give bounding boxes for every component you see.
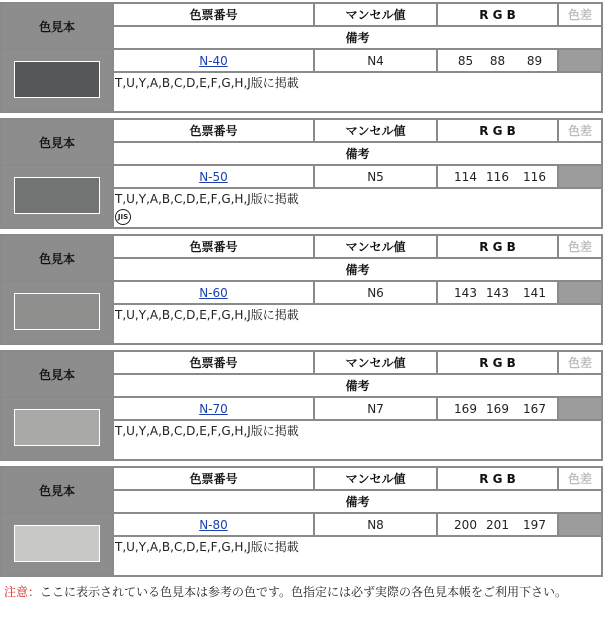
color-code-link[interactable]: N-40 [199,53,228,68]
munsell-header: マンセル値 [315,468,436,489]
color-diff-value [559,398,601,419]
rgb-g: 201 [486,517,509,532]
rgb-value [438,166,557,187]
rgb-g: 116 [486,169,509,184]
color-code-link[interactable]: N-70 [199,401,228,416]
rgb-value [438,514,557,535]
rgb-value [438,282,557,303]
code-cell [114,166,313,187]
code-header: 色票番号 [114,4,313,25]
color-swatch [14,293,100,330]
color-sample-header: 色見本 [2,4,112,48]
code-cell [114,50,313,71]
notice-text: ここに表示されている色見本は参考の色です。色指定には必ず実際の各色見本帳をご利用下さい。 [40,585,568,599]
munsell-value: N6 [315,282,436,303]
swatch-area [2,282,112,343]
remarks-text: T,U,Y,A,B,C,D,E,F,G,H,J版に掲載 [115,424,299,438]
color-swatch [14,525,100,562]
remarks-text: T,U,Y,A,B,C,D,E,F,G,H,J版に掲載 [115,192,299,206]
color-code-link[interactable]: N-80 [199,517,228,532]
rgb-value [438,398,557,419]
color-diff-value [559,50,601,71]
color-entry [0,466,603,577]
swatch-area [2,398,112,459]
swatch-area [2,50,112,111]
color-diff-header: 色差 [559,468,601,489]
color-code-link[interactable]: N-50 [199,169,228,184]
rgb-r: 200 [454,517,477,532]
notice [4,583,601,601]
remarks-header: 備考 [114,375,601,396]
code-cell [114,282,313,303]
rgb-g: 169 [486,401,509,416]
code-header: 色票番号 [114,468,313,489]
rgb-g: 88 [489,53,506,68]
rgb-header: R G B [438,120,557,141]
swatch-area [2,514,112,575]
remarks-header: 備考 [114,143,601,164]
rgb-b: 116 [523,169,546,184]
remarks-text: T,U,Y,A,B,C,D,E,F,G,H,J版に掲載 [115,540,299,554]
color-diff-header: 色差 [559,352,601,373]
rgb-header: R G B [438,468,557,489]
code-header: 色票番号 [114,120,313,141]
code-header: 色票番号 [114,236,313,257]
remarks-text: T,U,Y,A,B,C,D,E,F,G,H,J版に掲載 [115,308,299,322]
color-code-link[interactable]: N-60 [199,285,228,300]
swatch-area [2,166,112,227]
color-sample-header: 色見本 [2,120,112,164]
code-cell [114,398,313,419]
rgb-b: 197 [523,517,546,532]
notice-label: 注意： [4,585,41,599]
color-diff-header: 色差 [559,120,601,141]
munsell-header: マンセル値 [315,352,436,373]
color-sample-header: 色見本 [2,236,112,280]
rgb-header: R G B [438,236,557,257]
rgb-header: R G B [438,4,557,25]
color-entry [0,2,603,113]
remarks-cell [114,305,601,343]
munsell-header: マンセル値 [315,120,436,141]
color-entry [0,350,603,461]
color-diff-value [559,282,601,303]
remarks-cell [114,189,601,227]
remarks-cell [114,537,601,575]
color-swatch [14,177,100,214]
rgb-r: 114 [454,169,477,184]
rgb-value [438,50,557,71]
color-diff-header: 色差 [559,236,601,257]
remarks-cell [114,421,601,459]
rgb-r: 85 [457,53,474,68]
rgb-header: R G B [438,352,557,373]
color-diff-value [559,166,601,187]
remarks-header: 備考 [114,491,601,512]
color-diff-value [559,514,601,535]
color-entry [0,118,603,229]
rgb-b: 89 [526,53,543,68]
remarks-cell [114,73,601,111]
remarks-text: T,U,Y,A,B,C,D,E,F,G,H,J版に掲載 [115,76,299,90]
remarks-header: 備考 [114,259,601,280]
remarks-header: 備考 [114,27,601,48]
rgb-r: 143 [454,285,477,300]
jis-mark-icon: JIS [115,209,131,225]
rgb-g: 143 [486,285,509,300]
munsell-header: マンセル値 [315,236,436,257]
rgb-r: 169 [454,401,477,416]
color-sample-header: 色見本 [2,468,112,512]
color-swatch [14,409,100,446]
color-diff-header: 色差 [559,4,601,25]
rgb-b: 167 [523,401,546,416]
munsell-value: N7 [315,398,436,419]
munsell-value: N8 [315,514,436,535]
rgb-b: 141 [523,285,546,300]
munsell-value: N4 [315,50,436,71]
munsell-value: N5 [315,166,436,187]
munsell-header: マンセル値 [315,4,436,25]
color-entry [0,234,603,345]
code-cell [114,514,313,535]
color-sample-header: 色見本 [2,352,112,396]
code-header: 色票番号 [114,352,313,373]
color-swatch [14,61,100,98]
